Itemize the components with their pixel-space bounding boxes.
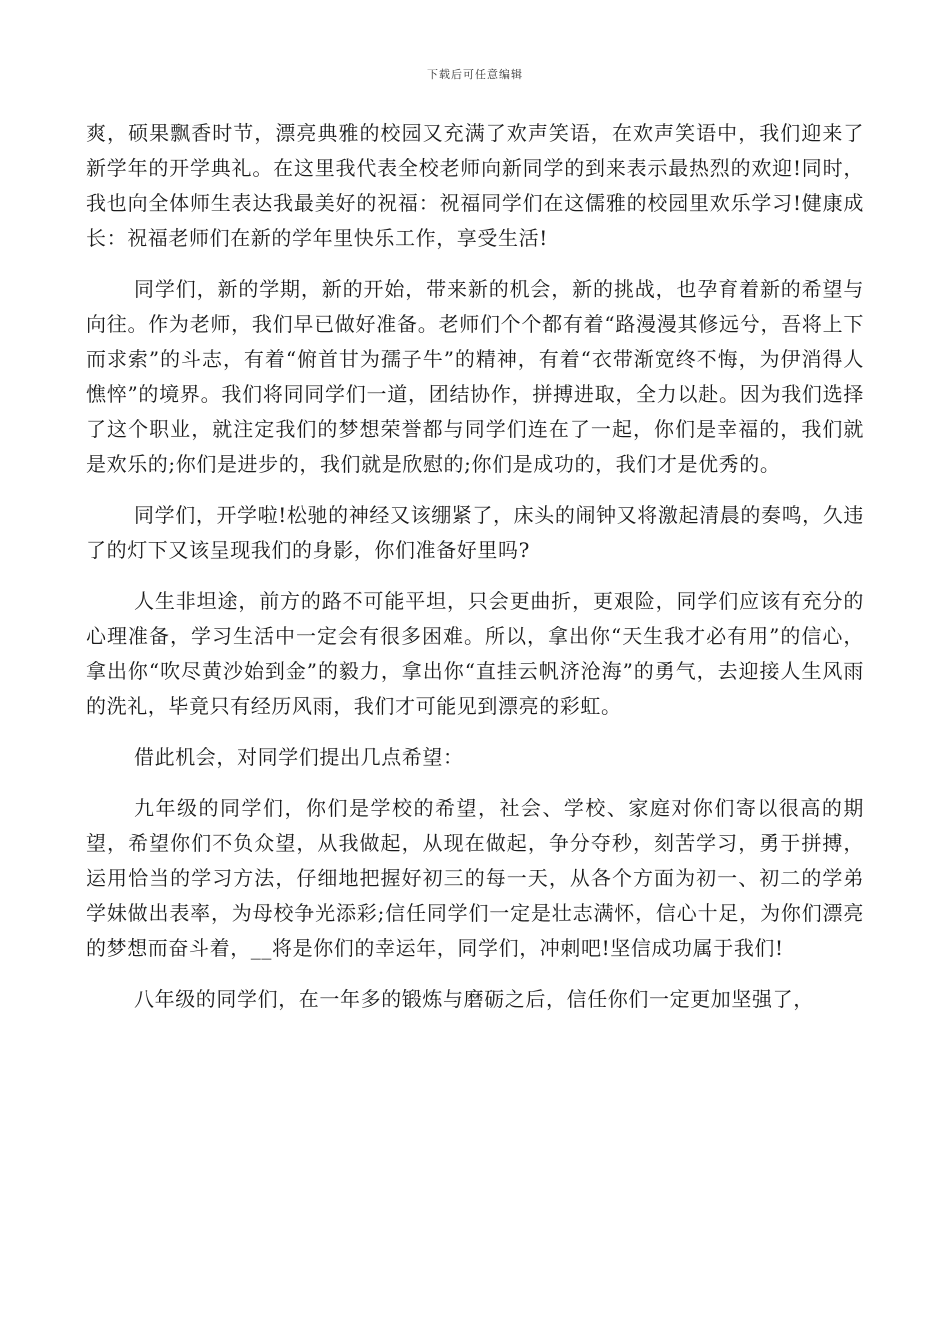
paragraph: 人生非坦途，前方的路不可能平坦，只会更曲折，更艰险，同学们应该有充分的心理准备，学习生活中一定会有很多困难。所以，拿出你“天生我才必有用”的信心，拿出你“吹尽黄沙始到金”的毅力，拿出你“直挂云帆济沧海”的勇气，去迎接人生风雨的洗礼，毕竟只有经历风雨，我们才可能见到漂亮的彩虹。 [86, 589, 864, 718]
paragraph: 同学们，开学啦!松驰的神经又该绷紧了，床头的闹钟又将激起清晨的奏鸣，久违了的灯下又该呈现我们的身影，你们准备好里吗? [86, 503, 864, 562]
page-header: 下载后可任意编辑 [427, 68, 523, 81]
paragraph: 九年级的同学们，你们是学校的希望，社会、学校、家庭对你们寄以很高的期望，希望你们不负众望，从我做起，从现在做起，争分夺秒，刻苦学习，勇于拼搏，运用恰当的学习方法，仔细地把握好初三的每一天，从各个方面为初一、初二的学弟学妹做出表率，为母校争光添彩;信任同学们一定是壮志满怀，信心十足，为你们漂亮的梦想而奋斗着，__将是你们的幸运年，同学们，冲刺吧!坚信成功属于我们! [86, 796, 864, 960]
paragraph: 爽，硕果飘香时节，漂亮典雅的校园又充满了欢声笑语，在欢声笑语中，我们迎来了新学年的开学典礼。在这里我代表全校老师向新同学的到来表示最热烈的欢迎!同时，我也向全体师生表达我最美好的祝福：祝福同学们在这儒雅的校园里欢乐学习!健康成长：祝福老师们在新的学年里快乐工作，享受生活! [86, 121, 864, 250]
paragraph: 借此机会，对同学们提出几点希望： [134, 745, 464, 769]
document-body [86, 116, 864, 1033]
paragraph: 同学们，新的学期，新的开始，带来新的机会，新的挑战，也孕育着新的希望与向往。作为老师，我们早已做好准备。老师们个个都有着“路漫漫其修远兮，吾将上下而求索”的斗志，有着“俯首甘为孺子牛”的精神，有着“衣带渐宽终不悔，为伊消得人憔悴”的境界。我们将同同学们一道，团结协作，拼搏进取，全力以赴。因为我们选择了这个职业，就注定我们的梦想荣誉都与同学们连在了一起，你们是幸福的，我们就是欢乐的;你们是进步的，我们就是欣慰的;你们是成功的，我们才是优秀的。 [86, 277, 864, 476]
paragraph: 八年级的同学们，在一年多的锻炼与磨砺之后，信任你们一定更加坚强了， [134, 987, 814, 1011]
